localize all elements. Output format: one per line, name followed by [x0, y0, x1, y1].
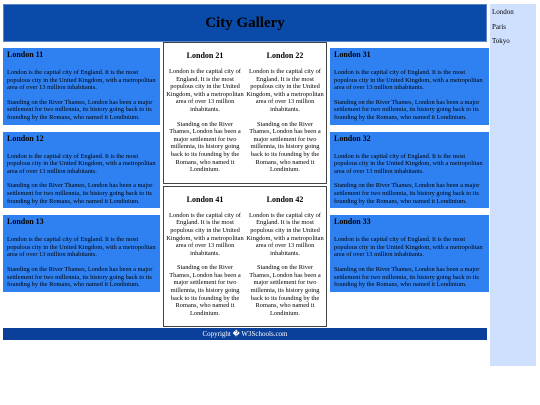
- cell-paragraph: London is the capital city of England. It is the most populous city in the United Kingdom, with a metropolitan area of over 13 million inhabitants.: [246, 211, 324, 257]
- cell-title: London 22: [266, 51, 304, 60]
- city-cell: [245, 51, 325, 181]
- cell-title: London 42: [266, 194, 304, 204]
- cell-paragraph: Standing on the River Thames, London has been a major settlement for two millennia, its history going back to its founding by the Romans, who named it Londinium.: [169, 264, 241, 317]
- cell-title: London 21: [186, 51, 224, 60]
- city-box: [163, 186, 327, 328]
- nav-link-tokyo[interactable]: Tokyo: [492, 37, 510, 45]
- card-paragraph: Standing on the River Thames, London has been a major settlement for two millennia, its history going back to its founding by the Romans, who named it Londinium.: [334, 265, 480, 289]
- card-paragraph: Standing on the River Thames, London has been a major settlement for two millennia, its history going back to its founding by the Romans, who named it Londinium.: [7, 98, 153, 121]
- city-cell: [165, 51, 245, 181]
- card-paragraph: London is the capital city of England. It is the most populous city in the United Kingdom, with a metropolitan area of over 13 million inhabitants.: [334, 152, 483, 175]
- page-title: City Gallery: [205, 14, 285, 31]
- city-card: [330, 215, 489, 292]
- cell-paragraph: Standing on the River Thames, London has been a major settlement for two millennia, its history going back to its founding by the Romans, who named it Londinium.: [249, 264, 321, 317]
- side-nav: [490, 4, 536, 366]
- city-card: [330, 132, 489, 209]
- nav-link-london[interactable]: London: [492, 8, 514, 16]
- city-cell: [245, 195, 325, 325]
- card-paragraph: Standing on the River Thames, London has been a major settlement for two millennia, its history going back to its founding by the Romans, who named it Londinium.: [334, 182, 480, 205]
- cell-paragraph: London is the capital city of England. It is the most populous city in the United Kingdom, with a metropolitan area of over 13 million inhabitants.: [166, 211, 244, 257]
- city-card: [3, 215, 160, 292]
- card-title: London 32: [334, 133, 371, 143]
- cell-paragraph: Standing on the River Thames, London has been a major settlement for two millennia, its history going back to its founding by the Romans, who named it Londinium.: [169, 120, 241, 174]
- city-box: [163, 42, 327, 184]
- page-header: [3, 4, 487, 42]
- city-card: [3, 132, 160, 209]
- card-title: London 13: [7, 217, 44, 227]
- card-paragraph: Standing on the River Thames, London has been a major settlement for two millennia, its history going back to its founding by the Romans, who named it Londinium.: [7, 265, 153, 289]
- cell-paragraph: London is the capital city of England. It is the most populous city in the United Kingdom, with a metropolitan area of over 13 million inhabitants.: [246, 68, 324, 113]
- card-paragraph: London is the capital city of England. It is the most populous city in the United Kingdom, with a metropolitan area of over 13 million inhabitants.: [334, 69, 483, 92]
- card-title: London 12: [7, 133, 44, 143]
- card-paragraph: Standing on the River Thames, London has been a major settlement for two millennia, its history going back to its founding by the Romans, who named it Londinium.: [7, 182, 153, 205]
- card-paragraph: Standing on the River Thames, London has been a major settlement for two millennia, its history going back to its founding by the Romans, who named it Londinium.: [334, 98, 480, 121]
- city-card: [330, 48, 489, 125]
- copyright-text: Copyright � W3Schools.com: [202, 330, 288, 338]
- card-title: London 11: [7, 50, 44, 59]
- cell-title: London 41: [186, 194, 224, 204]
- card-paragraph: London is the capital city of England. It is the most populous city in the United Kingdom, with a metropolitan area of over 13 million inhabitants.: [7, 236, 156, 259]
- card-title: London 31: [334, 50, 371, 59]
- nav-link-paris[interactable]: Paris: [492, 22, 506, 31]
- city-cell: [165, 195, 245, 325]
- cell-paragraph: London is the capital city of England. It is the most populous city in the United Kingdom, with a metropolitan area of over 13 million inhabitants.: [166, 68, 244, 113]
- cell-paragraph: Standing on the River Thames, London has been a major settlement for two millennia, its history going back to its founding by the Romans, who named it Londinium.: [249, 120, 321, 174]
- right-column: [330, 48, 489, 299]
- card-paragraph: London is the capital city of England. It is the most populous city in the United Kingdom, with a metropolitan area of over 13 million inhabitants.: [7, 152, 156, 175]
- card-paragraph: London is the capital city of England. It is the most populous city in the United Kingdom, with a metropolitan area of over 13 million inhabitants.: [334, 236, 483, 259]
- left-column: [3, 48, 160, 299]
- city-card: [3, 48, 160, 125]
- card-title: London 33: [334, 217, 371, 227]
- card-paragraph: London is the capital city of England. It is the most populous city in the United Kingdom, with a metropolitan area of over 13 million inhabitants.: [7, 69, 156, 92]
- middle-column: [163, 42, 327, 329]
- page-footer: [3, 328, 487, 340]
